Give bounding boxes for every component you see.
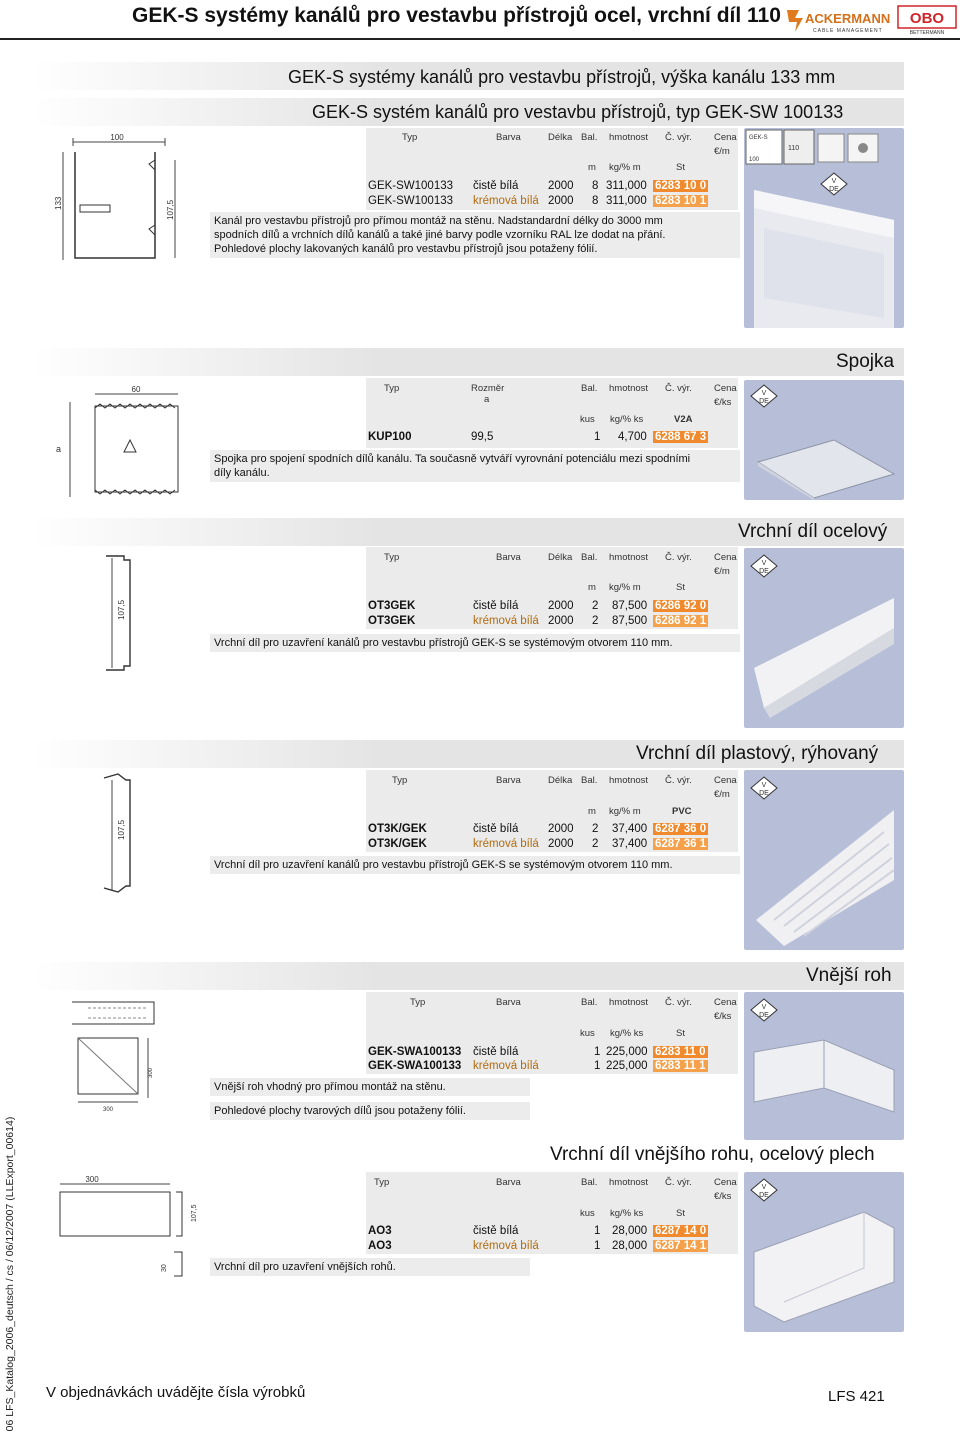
vde-mark-4 — [750, 776, 778, 800]
obo-logo-sub: BETTERMANN — [909, 30, 945, 36]
vde-bottom: DE — [759, 790, 769, 797]
cell-cislo: 6286 92 0 — [655, 600, 707, 612]
s2-unit-kg: kg/% ks — [610, 414, 644, 425]
section5-band — [30, 962, 904, 990]
cell-barva: krémová bílá — [473, 615, 539, 627]
cell-typ: GEK-SW100133 — [368, 180, 454, 192]
vde-top: V — [761, 560, 767, 567]
dim-height: 107,5 — [117, 819, 126, 840]
cell-bal: 2 — [592, 823, 599, 835]
s5-unit-st: St — [676, 1028, 685, 1039]
s1-hdr-delka: Délka — [548, 132, 573, 143]
cell-barva: čistě bílá — [473, 1225, 519, 1237]
s6-unit-kg: kg/% ks — [610, 1208, 644, 1219]
s2-hdr-cislo: Č. výr. — [665, 383, 692, 394]
cell-barva: krémová bílá — [473, 1060, 539, 1072]
s2-hdr-rozmer: Rozměr — [471, 383, 505, 394]
cell-hmotnost: 311,000 — [606, 180, 647, 192]
s1-hdr-barva: Barva — [496, 132, 521, 143]
desc-line: Pohledové plochy tvarových dílů jsou potaženy fólií. — [214, 1105, 466, 1117]
section5-title: Vnější roh — [806, 965, 892, 986]
dim-h: 107,5 — [191, 1204, 198, 1222]
s6-unit-st: St — [676, 1208, 685, 1219]
s4-hdr-typ: Typ — [392, 775, 408, 786]
s4-hdr-bal: Bal. — [581, 775, 598, 786]
footer-note: V objednávkách uvádějte čísla výrobků — [46, 1384, 306, 1401]
dim-w: 300 — [85, 1175, 99, 1184]
section5-description-2 — [210, 1102, 530, 1120]
s4-hdr-barva: Barva — [496, 775, 521, 786]
s4-hdr-hmotnost: hmotnost — [609, 775, 649, 786]
cell-barva: čistě bílá — [473, 823, 519, 835]
cell-cislo: 6283 11 1 — [655, 1060, 706, 1072]
cell-barva: krémová bílá — [473, 838, 539, 850]
obo-logo-text: OBO — [909, 10, 945, 27]
dim-height: 133 — [54, 196, 63, 210]
cell-delka: 2000 — [548, 615, 574, 627]
s5-table-row-2 — [368, 1060, 738, 1074]
s5-table-row-1 — [368, 1046, 738, 1060]
cell-cislo: 6287 36 0 — [655, 823, 707, 835]
cell-cislo: 6287 14 0 — [655, 1225, 707, 1237]
s1-unit-m: m — [588, 162, 596, 173]
s6-hdr-cislo: Č. výr. — [665, 1177, 692, 1188]
cell-bal: 8 — [592, 180, 599, 192]
s2-hdr-hmotnost: hmotnost — [609, 383, 649, 394]
s5-unit-kus: kus — [580, 1028, 595, 1039]
cell-hmotnost: 225,000 — [606, 1060, 648, 1072]
section1-photo — [744, 128, 904, 328]
section2-title: Spojka — [836, 351, 895, 372]
cell-delka: 2000 — [548, 600, 574, 612]
section1-drawing — [55, 130, 205, 265]
cell-barva: krémová bílá — [473, 1240, 539, 1252]
section1-heading1: GEK-S systémy kanálů pro vestavbu přístrojů, výška kanálu 133 mm — [288, 67, 836, 87]
s3-hdr-hmotnost: hmotnost — [609, 552, 649, 563]
cell-bal: 2 — [592, 838, 599, 850]
side-reference-text: 06 LFS_Katalog_2006_deutsch / cs / 06/12/2007 (LLExport_00614) — [4, 1116, 16, 1432]
cell-bal: 1 — [594, 1240, 601, 1252]
s6-unit-kus: kus — [580, 1208, 595, 1219]
cell-cislo: 6287 14 1 — [655, 1240, 707, 1252]
cell-bal: 8 — [592, 195, 599, 207]
s3-table-row-1 — [368, 600, 738, 614]
s3-unit-kg: kg/% m — [609, 582, 641, 593]
cell-hmotnost: 87,500 — [612, 600, 648, 612]
section5-drawing — [68, 994, 168, 1118]
desc-line: spodních dílů a vrchních dílů kanálů a také jiné barvy podle vzorníku RAL lze dodat na přání. — [214, 229, 666, 241]
s4-hdr-cislo: Č. výr. — [665, 775, 692, 786]
s5-hdr-cena: Cena — [714, 997, 737, 1008]
cell-barva: čistě bílá — [473, 600, 519, 612]
vde-top: V — [761, 390, 767, 397]
cell-hmotnost: 28,000 — [612, 1225, 648, 1237]
cell-bal: 2 — [592, 600, 599, 612]
cell-cislo: 6283 10 1 — [655, 195, 707, 207]
cell-barva: krémová bílá — [473, 195, 539, 207]
s5-hdr-barva: Barva — [496, 997, 521, 1008]
s4-unit-kg: kg/% m — [609, 806, 641, 817]
s2-table-row-1 — [368, 431, 738, 445]
desc-line: Vnější roh vhodný pro přímou montáž na stěnu. — [214, 1081, 446, 1093]
cell-hmotnost: 37,400 — [612, 823, 648, 835]
vde-bottom: DE — [759, 1012, 769, 1019]
s4-unit-pvc: PVC — [672, 806, 692, 817]
cell-hmotnost: 311,000 — [606, 195, 647, 207]
vde-bottom: DE — [759, 1192, 769, 1199]
desc-line: Pohledové plochy lakovaných kanálů pro vestavbu přístrojů jsou potaženy fólií. — [214, 243, 598, 255]
cell-hmotnost: 4,700 — [618, 431, 647, 443]
page-number: LFS 421 — [828, 1388, 885, 1405]
desc-line: díly kanálu. — [214, 467, 270, 479]
s2-unit-cena: €/ks — [714, 397, 732, 408]
s3-hdr-barva: Barva — [496, 552, 521, 563]
s4-hdr-cena: Cena — [714, 775, 737, 786]
icon-label-110: 110 — [788, 145, 800, 152]
dim-inner: 107,5 — [166, 199, 175, 220]
section3-title: Vrchní díl ocelový — [738, 521, 888, 542]
s3-unit-cena: €/m — [714, 566, 730, 577]
cell-cislo: 6283 11 0 — [655, 1046, 706, 1058]
cell-bal: 1 — [594, 1060, 601, 1072]
cell-typ: GEK-SWA100133 — [368, 1046, 462, 1058]
cell-cislo: 6287 36 1 — [655, 838, 707, 850]
s1-table-row-1 — [368, 180, 738, 194]
cell-cislo: 6283 10 0 — [655, 180, 707, 192]
s2-unit-kus: kus — [580, 414, 595, 425]
section3-description — [210, 634, 740, 652]
vde-bottom: DE — [829, 186, 839, 193]
s3-unit-st: St — [676, 582, 685, 593]
dim-width: 60 — [131, 385, 141, 394]
cell-delka: 2000 — [548, 838, 574, 850]
s4-unit-m: m — [588, 806, 596, 817]
s2-hdr-a: a — [484, 394, 490, 405]
s3-hdr-cena: Cena — [714, 552, 737, 563]
ackermann-logo-sub: CABLE MANAGEMENT — [813, 28, 883, 34]
section3-drawing — [100, 548, 160, 680]
section2-drawing — [50, 382, 190, 507]
vde-top: V — [761, 782, 767, 789]
s5-hdr-bal: Bal. — [581, 997, 598, 1008]
s5-hdr-cislo: Č. výr. — [665, 997, 692, 1008]
s2-hdr-cena: Cena — [714, 383, 737, 394]
s4-table-row-2 — [368, 838, 738, 852]
dim-width: 100 — [110, 133, 124, 142]
s4-unit-cena: €/m — [714, 789, 730, 800]
s5-unit-kg: kg/% ks — [610, 1028, 644, 1039]
dim-d: 30 — [161, 1264, 168, 1272]
ackermann-logo — [785, 6, 891, 36]
section2-band — [30, 348, 904, 376]
s1-hdr-cislo: Č. výr. — [665, 132, 692, 143]
obo-logo — [898, 6, 956, 36]
section6-description — [210, 1258, 530, 1276]
cell-typ: AO3 — [368, 1225, 392, 1237]
vde-bottom: DE — [759, 568, 769, 575]
dim-a: a — [56, 444, 62, 454]
cell-hmotnost: 37,400 — [612, 838, 648, 850]
section2-description — [210, 450, 740, 482]
cell-typ: OT3GEK — [368, 600, 416, 612]
s3-unit-m: m — [588, 582, 596, 593]
vde-mark-5 — [750, 998, 778, 1022]
cell-delka: 2000 — [548, 823, 574, 835]
section1-description — [210, 212, 740, 258]
s1-hdr-cena: Cena — [714, 132, 737, 143]
s1-table-row-2 — [368, 195, 738, 209]
cell-bal: 1 — [594, 1225, 601, 1237]
cell-rozmer: 99,5 — [471, 431, 494, 443]
cell-bal: 1 — [594, 1046, 601, 1058]
cell-typ: OT3K/GEK — [368, 823, 427, 835]
s5-hdr-typ: Typ — [410, 997, 426, 1008]
s1-unit-cena: €/m — [714, 146, 730, 157]
vde-mark-1 — [820, 172, 848, 196]
s2-unit-v2a: V2A — [674, 414, 693, 425]
s6-hdr-typ: Typ — [374, 1177, 390, 1188]
vde-bottom: DE — [759, 398, 769, 405]
cell-typ: OT3K/GEK — [368, 838, 427, 850]
s6-table-row-1 — [368, 1225, 738, 1239]
desc-line: Kanál pro vestavbu přístrojů pro přímou montáž na stěnu. Nadstandardní délky do 3000 mm — [214, 215, 663, 227]
cell-hmotnost: 28,000 — [612, 1240, 648, 1252]
s1-unit-st: St — [676, 162, 685, 173]
desc-line: Vrchní díl pro uzavření kanálů pro vestavbu přístrojů GEK-S se systémovým otvorem 110 mm. — [214, 637, 673, 649]
cell-cislo: 6286 92 1 — [655, 615, 707, 627]
s2-hdr-typ: Typ — [384, 383, 400, 394]
s4-table-row-1 — [368, 823, 738, 837]
cell-typ: GEK-SW100133 — [368, 195, 454, 207]
section4-drawing — [98, 770, 162, 898]
s6-table-row-2 — [368, 1240, 738, 1254]
cell-typ: KUP100 — [368, 431, 412, 443]
s5-unit-cena: €/ks — [714, 1011, 732, 1022]
desc-line: Vrchní díl pro uzavření kanálů pro vestavbu přístrojů GEK-S se systémovým otvorem 110 mm. — [214, 859, 673, 871]
ackermann-logo-text: ACKERMANN — [805, 11, 891, 26]
cell-typ: GEK-SWA100133 — [368, 1060, 462, 1072]
cell-cislo: 6288 67 3 — [655, 431, 707, 443]
cell-bal: 2 — [592, 615, 599, 627]
s6-hdr-barva: Barva — [496, 1177, 521, 1188]
dim-w: 300 — [102, 1107, 114, 1113]
cell-typ: AO3 — [368, 1240, 392, 1252]
s6-hdr-cena: Cena — [714, 1177, 737, 1188]
vde-top: V — [761, 1184, 767, 1191]
s3-hdr-typ: Typ — [384, 552, 400, 563]
s3-hdr-bal: Bal. — [581, 552, 598, 563]
cell-delka: 2000 — [548, 195, 574, 207]
s6-hdr-hmotnost: hmotnost — [609, 1177, 649, 1188]
s1-hdr-typ: Typ — [402, 132, 418, 143]
cell-typ: OT3GEK — [368, 615, 416, 627]
vde-top: V — [761, 1004, 767, 1011]
desc-line: Spojka pro spojení spodních dílů kanálu. Ta současně vytváří vyrovnání potenciálu mezi spodními — [214, 453, 691, 465]
s6-unit-cena: €/ks — [714, 1191, 732, 1202]
vde-mark-2 — [750, 384, 778, 408]
desc-line: Vrchní díl pro uzavření vnějších rohů. — [214, 1261, 396, 1273]
section6-title: Vrchní díl vnějšího rohu, ocelový plech — [550, 1144, 875, 1165]
section4-title: Vrchní díl plastový, rýhovaný — [636, 743, 879, 764]
s3-hdr-delka: Délka — [548, 552, 573, 563]
section6-drawing — [50, 1172, 200, 1282]
section5-description-1 — [210, 1078, 530, 1096]
page-title: GEK-S systémy kanálů pro vestavbu přístrojů ocel, vrchní díl 110 — [132, 4, 781, 27]
cell-hmotnost: 225,000 — [606, 1046, 648, 1058]
icon-label-100: 100 — [749, 157, 760, 163]
cell-barva: čistě bílá — [473, 180, 519, 192]
s5-hdr-hmotnost: hmotnost — [609, 997, 649, 1008]
vde-mark-3 — [750, 554, 778, 578]
dim-height: 107,5 — [117, 599, 126, 620]
cell-barva: čistě bílá — [473, 1046, 519, 1058]
s3-table-row-2 — [368, 615, 738, 629]
vde-mark-6 — [750, 1178, 778, 1202]
section1-heading2: GEK-S systém kanálů pro vestavbu přístrojů, typ GEK-SW 100133 — [312, 102, 844, 122]
icon-label-gek: GEK-S — [749, 135, 768, 141]
header-rule — [0, 38, 960, 40]
cell-delka: 2000 — [548, 180, 574, 192]
s1-unit-kg: kg/% m — [609, 162, 641, 173]
s6-hdr-bal: Bal. — [581, 1177, 598, 1188]
s1-hdr-bal: Bal. — [581, 132, 598, 143]
s4-hdr-delka: Délka — [548, 775, 573, 786]
s3-hdr-cislo: Č. výr. — [665, 552, 692, 563]
section4-description — [210, 856, 740, 874]
vde-top: V — [831, 178, 837, 185]
cell-hmotnost: 87,500 — [612, 615, 648, 627]
s1-hdr-hmotnost: hmotnost — [609, 132, 649, 143]
cell-bal: 1 — [594, 431, 601, 443]
s2-hdr-bal: Bal. — [581, 383, 598, 394]
dim-h: 300 — [148, 1067, 154, 1078]
